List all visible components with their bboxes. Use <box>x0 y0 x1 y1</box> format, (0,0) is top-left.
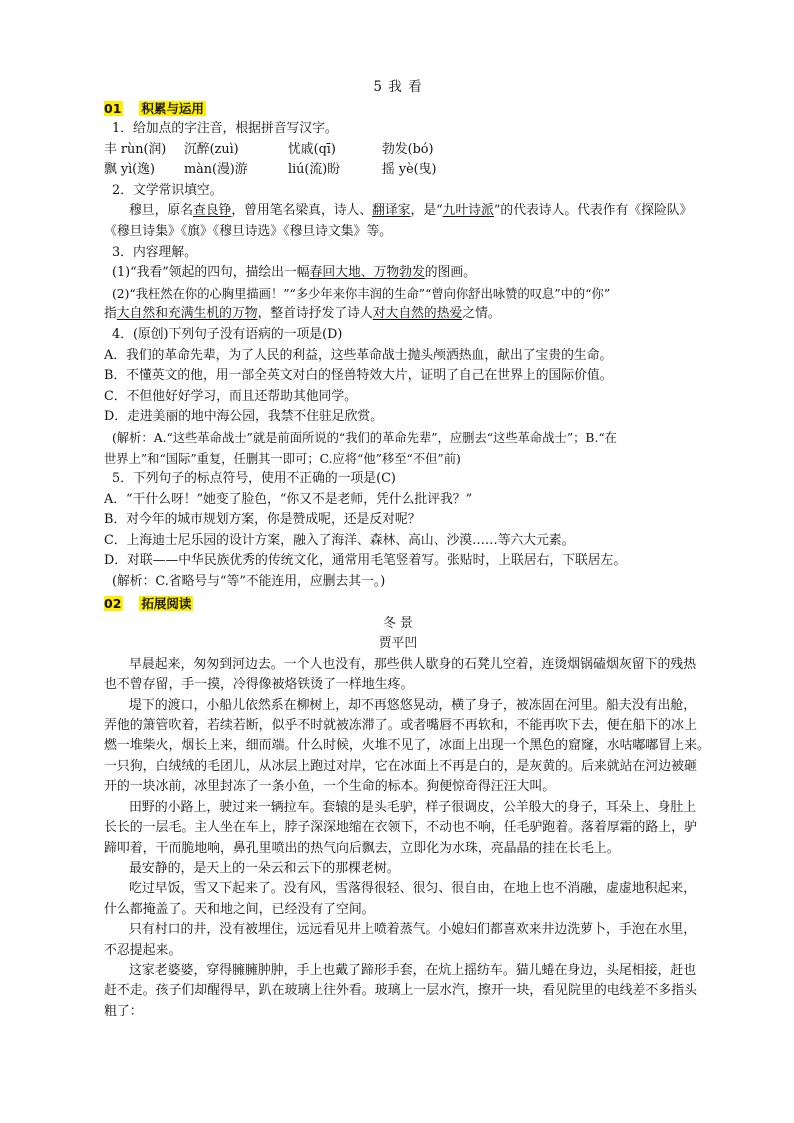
text-run: 的图画。 <box>424 265 476 281</box>
q1-item: 勃发(bó) <box>382 141 434 157</box>
answer-underline: 九叶诗派 <box>442 203 494 219</box>
essay-line: 弄他的箫管吹着，若续若断，似乎不时就被冻滞了。或者嘴唇不再软和，不能再吹下去，便在船下的冰上 <box>104 718 697 734</box>
essay-line: 早晨起来，匆匆到河边去。一个人也没有，那些供人歇身的石凳儿空着，连烫烟锅磕烟灰留下的残热 <box>129 656 697 672</box>
text-run: (1)“我看”领起的四句，描绘出一幅 <box>112 265 310 281</box>
essay-line: 粗了： <box>104 1003 143 1019</box>
q1-item: 摇 yè(曳) <box>382 162 437 178</box>
text-run: ，是“ <box>410 203 443 219</box>
q4-option: A．我们的革命先辈，为了人民的利益，这些革命战士抛头颅洒热血，献出了宝贵的生命。 <box>104 347 613 363</box>
q2-line-2: 《穆旦诗集》《旗》《穆旦诗选》《穆旦诗文集》等。 <box>104 223 392 239</box>
text-run: 之情。 <box>462 306 501 322</box>
essay-line: 吃过早饭，雪又下起来了。没有风，雪落得很轻、很匀、很自由，在地上也不消融，虚虚地积起来， <box>129 881 697 897</box>
q4-analysis-line-2: 世界上”和“国际”重复，任删其一即可；C.应将“他”移至“不但”前) <box>104 451 461 466</box>
section-header-reading <box>104 593 692 614</box>
essay-line: 只有村口的井，没有被埋住，远远看见井上喷着蒸气。小媳妇们都喜欢来井边洗萝卜，手泡在水里， <box>129 922 697 938</box>
q2-line-1 <box>104 201 692 222</box>
q1-row-2 <box>104 160 692 181</box>
q1-item: 沉醉(zuì) <box>184 141 239 157</box>
q5-option: C．上海迪士尼乐园的设计方案，融入了海洋、森林、高山、沙漠……等六大元素。 <box>104 532 575 548</box>
essay-line: 不忍提起来。 <box>104 942 182 958</box>
essay-line: 长长的一层毛。主人坐在车上，脖子深深地缩在衣领下，不动也不响，任毛驴跑着。落着厚霜的路上，驴 <box>104 820 697 836</box>
essay-line: 田野的小路上，驶过来一辆拉车。套辕的是头毛驴，样子很调皮，公羊般大的身子，耳朵上、身肚上 <box>129 799 697 815</box>
essay-line: 这家老婆婆，穿得臃臃肿肿，手上也戴了蹄形手套，在炕上摇纺车。猫儿蜷在身边，头尾相接，赶也 <box>129 962 697 978</box>
q4-analysis-line-1: (解析：A.“这些革命战士”就是前面所说的“我们的革命先辈”，应删去“这些革命战士”；B.“在 <box>112 430 617 445</box>
section-number: 01 <box>104 101 122 116</box>
section-label: 拓展阅读 <box>141 595 192 611</box>
text-run: ，整首诗抒发了诗人 <box>257 306 373 322</box>
q1-row-1 <box>104 140 692 161</box>
answer-underline: 翻译家 <box>372 203 411 219</box>
essay-line: 赶不走。孩子们却醒得早，趴在玻璃上往外看。玻璃上一层水汽，擦开一块，看见院里的电线差不多指头 <box>104 983 697 999</box>
q3-sub-2-line-2 <box>104 304 692 325</box>
essay-line: 一只狗，白绒绒的毛团儿，从冰层上跑过对岸，它在冰面上不再是白的，是灰黄的。后来就站在河边被砸 <box>104 758 697 774</box>
answer-underline: 大自然和充满生机的万物 <box>116 306 258 322</box>
essay-author: 贾平凹 <box>378 636 418 652</box>
q3-sub-2-line-1: (2)“我枉然在你的心胸里描画！”“多少年来你丰润的生命”“曾向你舒出咏赞的叹息”中的“你” <box>112 286 611 301</box>
essay-line: 蹄叩着，干而脆地响，鼻孔里喷出的热气向后飘去，立即化为水珠，亮晶晶的挂在长毛上。 <box>104 840 620 856</box>
q1-item: 丰 rùn(润) <box>104 141 167 157</box>
q1-item: liú(流)盼 <box>288 162 341 178</box>
q4-option: B．不懂英文的他，用一部全英文对白的怪兽特效大片，证明了自己在世界上的国际价值。 <box>104 368 613 384</box>
q5-option: A．“干什么呀！”她变了脸色，“你又不是老师，凭什么批评我？” <box>104 491 473 507</box>
section-header-accumulate <box>104 98 692 119</box>
essay-line: 什么都掩盖了。天和地之间，已经没有了空间。 <box>104 901 375 917</box>
q5-stem: 5．下列句子的标点符号，使用不正确的一项是(C) <box>112 471 396 487</box>
essay-line: 开的一块冰前，冰里封冻了一条小鱼，一个生命的标本。狗便惊奇得汪汪大叫。 <box>104 779 556 795</box>
q1-item: 忧戚(qī) <box>288 141 336 157</box>
worksheet-page <box>104 78 710 1022</box>
section-label: 积累与运用 <box>141 101 204 116</box>
text-run: 指 <box>104 306 117 322</box>
text-run: ，曾用笔名梁真，诗人、 <box>231 203 373 219</box>
essay-line: 堤下的渡口，小船儿依然系在柳树上，却不再悠悠晃动，横了身子，被冻固在河里。船夫没有出舱， <box>129 697 697 713</box>
q1-stem: 1．给加点的字注音，根据拼音写汉字。 <box>112 121 338 136</box>
q1-item: 飘 yì(逸) <box>104 162 155 178</box>
q5-option: B．对今年的城市规划方案，你是赞成呢，还是反对呢？ <box>104 512 421 528</box>
answer-underline: 对大自然的热爱 <box>372 306 463 322</box>
answer-underline: 春回大地、万物勃发 <box>309 265 425 281</box>
q5-option: D．对联——中华民族优秀的传统文化，通常用毛笔竖着写。张贴时，上联居右，下联居左。 <box>104 553 627 569</box>
essay-line: 最安静的，是天上的一朵云和云下的那棵老树。 <box>129 860 400 876</box>
essay-line: 燃一堆柴火，烟长上来，细而端。什么时候，火堆不见了，冰面上出现一个黑色的窟窿，水咕嘟嘟冒上来。 <box>104 738 710 754</box>
q1-item: màn(漫)游 <box>184 162 248 178</box>
q4-option: C．不但他好好学习，而且还帮助其他同学。 <box>104 388 357 404</box>
q4-stem: 4．(原创)下列句子没有语病的一项是(D) <box>112 326 343 342</box>
q3-sub-1 <box>104 263 692 284</box>
q2-stem: 2．文学常识填空。 <box>112 182 223 198</box>
q3-stem: 3．内容理解。 <box>112 244 197 260</box>
answer-underline: 查良铮 <box>192 203 232 219</box>
q5-analysis: (解析：C.省略号与“等”不能连用，应删去其一。) <box>112 574 386 590</box>
section-number: 02 <box>104 595 122 611</box>
lesson-title: 5 我 看 <box>373 79 423 95</box>
q4-option: D．走进美丽的地中海公园，我禁不住驻足欣赏。 <box>104 409 383 425</box>
text-run: 穆旦，原名 <box>129 203 193 219</box>
essay-line: 也不曾存留，手一摸，冷得像被烙铁烫了一样地生疼。 <box>104 677 414 693</box>
essay-title: 冬 景 <box>383 615 413 631</box>
text-run: ”的代表诗人。代表作有《探险队》 <box>493 203 693 219</box>
